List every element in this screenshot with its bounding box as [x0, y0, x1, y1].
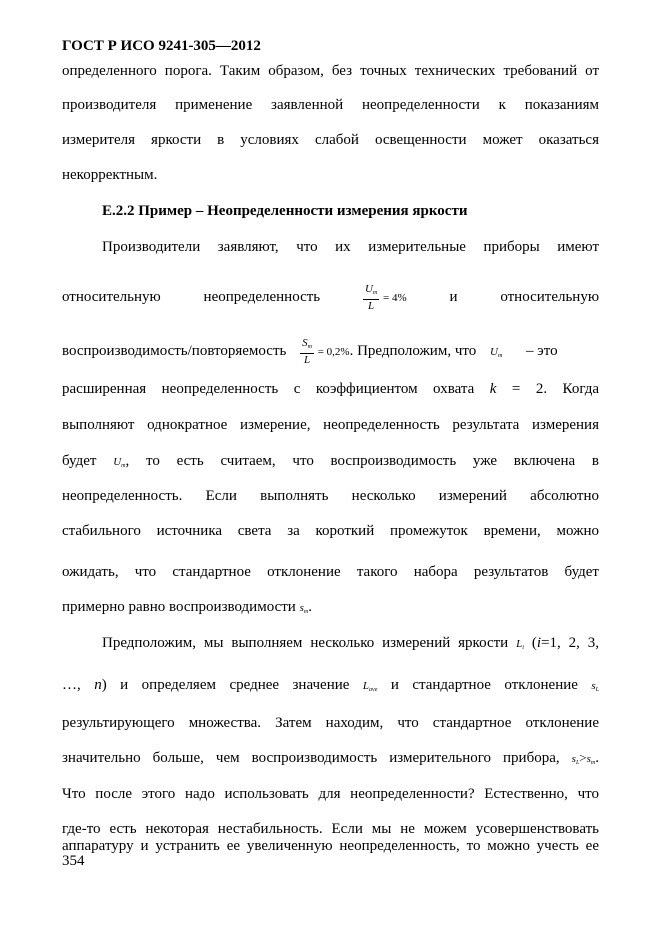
text: Предположим, мы выполняем несколько измерений яркости — [102, 635, 509, 651]
text-line: где-то есть некоторая нестабильность. Если мы не можем усовершенствовать — [62, 821, 599, 837]
text-line: выполняют однократное измерение, неопределенность результата измерения — [62, 417, 599, 433]
text-line — [62, 676, 599, 699]
text: …, n) и определяем среднее значение — [62, 677, 350, 693]
fraction-denominator: L — [303, 354, 311, 366]
text: , то есть считаем, что воспроизводимость уже включена в — [125, 453, 599, 469]
formula-rhs: = 4% — [383, 291, 407, 304]
text: относительную — [62, 288, 161, 305]
fraction-denominator: L — [368, 300, 375, 312]
text-line-with-formula — [62, 283, 599, 312]
section-title: Е.2.2 Пример – Неопределенности измерения яркости — [102, 203, 468, 219]
text: и — [449, 288, 458, 305]
formula-relative-uncertainty — [363, 283, 407, 312]
fraction-numerator: $U_m$ — [363, 283, 379, 300]
fraction — [300, 337, 314, 366]
formula-rhs: = 0,2% — [317, 345, 350, 358]
inequality: $s_L>s_m$. — [571, 750, 600, 766]
text: будет — [62, 453, 97, 469]
variable: $s_m$ — [299, 602, 309, 615]
text-line: стабильного источника света за короткий промежуток времени, можно — [62, 523, 599, 539]
text: и стандартное отклонение — [390, 677, 578, 693]
text-line-with-formula — [62, 337, 599, 366]
page-number: 354 — [62, 853, 85, 869]
text-line — [62, 749, 599, 772]
text-line: Что после этого надо использовать для неопределенности? Естественно, что — [62, 786, 599, 802]
variable: $U_m$ — [489, 345, 503, 359]
text-line: ожидать, что стандартное отклонение такого набора результатов будет — [62, 564, 599, 580]
text-line: измерителя яркости в условиях слабой освещенности может оказаться — [62, 132, 599, 148]
formula-relative-repeatability — [300, 337, 349, 366]
variable-k: k — [489, 381, 497, 397]
text: . — [308, 599, 312, 615]
text-line: результирующего множества. Затем находим, что стандартное отклонение — [62, 715, 599, 731]
variable: $L_i$ — [516, 638, 524, 651]
text-line — [62, 380, 599, 398]
fraction-numerator: $S_m$ — [300, 337, 314, 354]
text: воспроизводимость/повторяемость — [62, 342, 287, 359]
text-line: определенного порога. Таким образом, без точных технических требований от — [62, 63, 599, 79]
fraction — [363, 283, 379, 312]
text: примерно равно воспроизводимости — [62, 599, 296, 615]
text: относительную — [500, 288, 600, 305]
text-line: некорректным. — [62, 167, 158, 183]
text-line: Производители заявляют, что их измерительные приборы имеют — [102, 239, 599, 255]
variable: $s_L$ — [591, 680, 600, 693]
text: (i=1, 2, 3, — [531, 635, 599, 651]
text: неопределенность — [203, 288, 321, 305]
page-header: ГОСТ Р ИСО 9241-305—2012 — [62, 38, 261, 54]
variable: $L_{ave}$ — [362, 680, 378, 693]
text-line: неопределенность. Если выполнять несколько измерений абсолютно — [62, 488, 599, 504]
text-line — [102, 634, 599, 657]
text-line: производителя применение заявленной неопределенности к показаниям — [62, 97, 599, 113]
text: . Предположим, что — [349, 342, 477, 359]
text: расширенная неопределенность с коэффициентом охвата — [62, 381, 475, 397]
text: = 2. Когда — [511, 381, 600, 397]
text-line: аппаратуру и устранить ее увеличенную неопределенность, то можно учесть ее — [62, 838, 599, 854]
text: значительно больше, чем воспроизводимость измерительного прибора, — [62, 750, 560, 766]
variable: $U_m$ — [113, 456, 126, 469]
text: – это — [526, 342, 558, 359]
text-line — [62, 598, 599, 621]
text-line — [62, 452, 599, 475]
